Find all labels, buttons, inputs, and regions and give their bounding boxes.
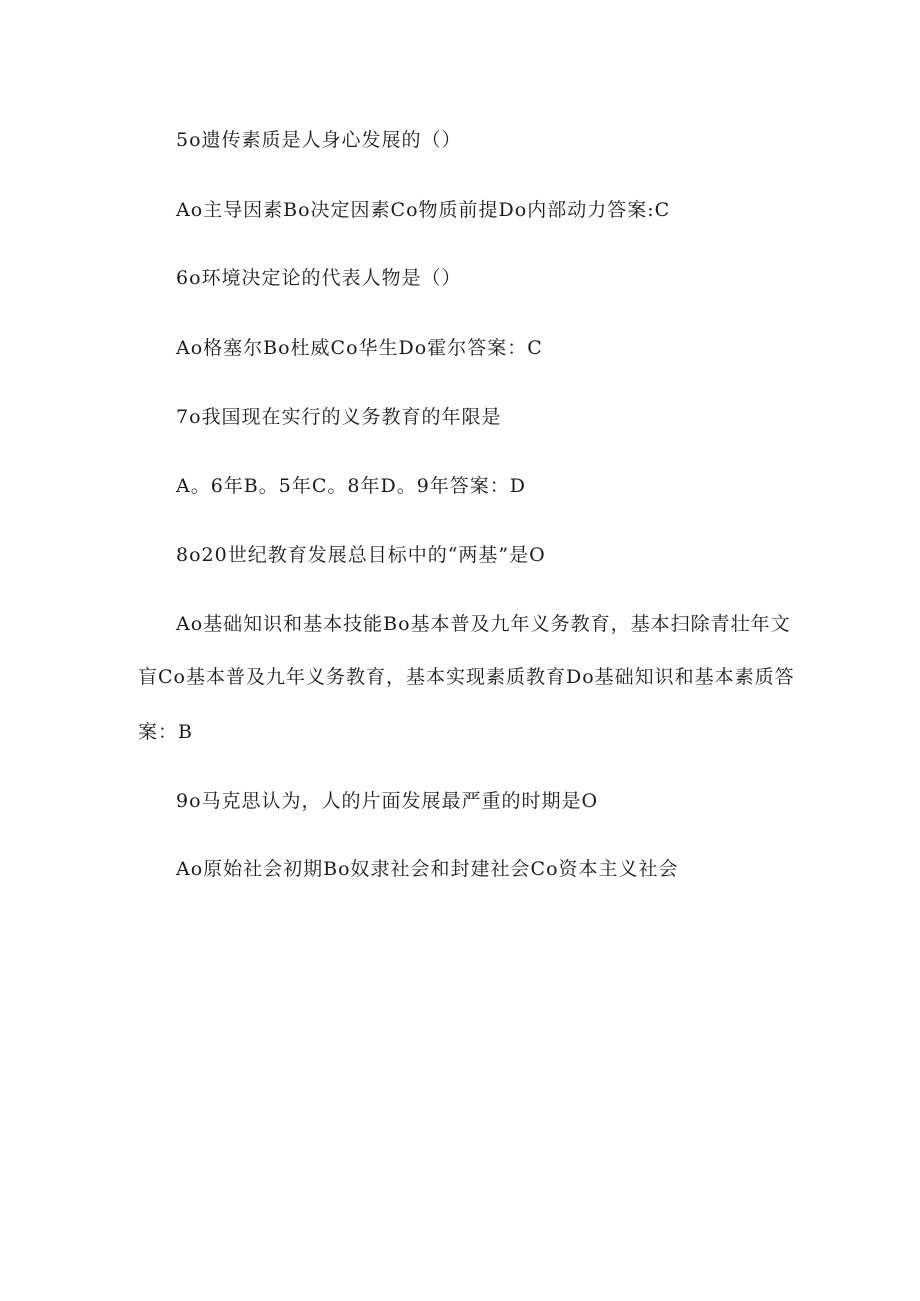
question-6-options: Ao格塞尔Bo杜威Co华生Do霍尔答案：C bbox=[176, 337, 543, 359]
question-8-options-line-2: 盲Co基本普及九年义务教育，基本实现素质教育Do基础知识和基本素质答 bbox=[138, 666, 795, 688]
question-5-options: Ao主导因素Bo决定因素Co物质前提Do内部动力答案:C bbox=[176, 199, 671, 221]
question-7-options: A。6年B。5年C。8年D。9年答案：D bbox=[176, 475, 527, 497]
question-8: 8o20世纪教育发展总目标中的“两基”是O bbox=[176, 544, 546, 566]
question-5: 5o遗传素质是人身心发展的（） bbox=[176, 129, 462, 151]
question-9-options: Ao原始社会初期Bo奴隶社会和封建社会Co资本主义社会 bbox=[176, 858, 679, 880]
question-6: 6o环境决定论的代表人物是（） bbox=[176, 267, 462, 289]
question-8-options-line-3: 案：B bbox=[138, 721, 193, 743]
question-9: 9o马克思认为，人的片面发展最严重的时期是O bbox=[176, 790, 599, 812]
question-8-options-line-1: Ao基础知识和基本技能Bo基本普及九年义务教育，基本扫除青壮年文 bbox=[176, 613, 791, 635]
question-7: 7o我国现在实行的义务教育的年限是 bbox=[176, 406, 502, 428]
